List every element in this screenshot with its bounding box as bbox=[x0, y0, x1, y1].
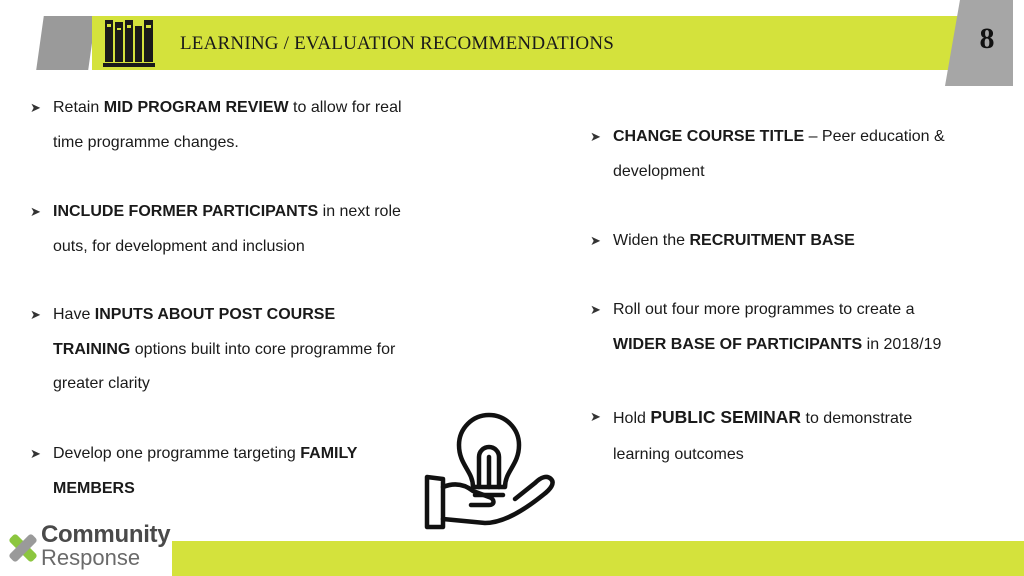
item-text: in 2018/19 bbox=[862, 335, 942, 353]
item-emphasis: FAMILY MEMBERS bbox=[53, 445, 358, 497]
arrow-bullet-icon: ➤ bbox=[30, 446, 41, 461]
item-text: Widen the bbox=[613, 232, 690, 249]
item-emphasis: WIDER BASE OF PARTICIPANTS bbox=[613, 335, 863, 353]
arrow-bullet-icon: ➤ bbox=[30, 100, 41, 115]
page-number: 8 bbox=[979, 22, 995, 55]
list-item bbox=[590, 293, 970, 362]
arrow-bullet-icon: ➤ bbox=[590, 409, 601, 424]
item-text: Develop one programme targeting bbox=[53, 445, 301, 462]
item-text: to demonstrate learning outcomes bbox=[613, 410, 913, 463]
header-left-tab bbox=[36, 16, 96, 70]
arrow-bullet-icon: ➤ bbox=[590, 129, 601, 144]
logo-text-community: Community bbox=[41, 521, 171, 548]
item-text: Retain bbox=[53, 99, 104, 116]
item-text: Have bbox=[53, 306, 95, 323]
list-item bbox=[30, 298, 415, 402]
arrow-bullet-icon: ➤ bbox=[30, 204, 41, 219]
lightbulb-hand-icon bbox=[423, 405, 561, 533]
list-item bbox=[30, 91, 420, 160]
list-item bbox=[30, 437, 400, 506]
page-title: LEARNING / EVALUATION RECOMMENDATIONS bbox=[180, 33, 615, 54]
arrow-bullet-icon: ➤ bbox=[590, 233, 601, 248]
list-item bbox=[590, 120, 965, 189]
item-text: – Peer education & development bbox=[613, 128, 945, 180]
footer-bar bbox=[172, 541, 1024, 576]
item-text: options built into core programme for greater clarity bbox=[53, 340, 396, 392]
item-text: Roll out four more programmes to create a bbox=[613, 301, 915, 318]
item-emphasis: RECRUITMENT BASE bbox=[689, 232, 855, 249]
arrow-bullet-icon: ➤ bbox=[30, 307, 41, 322]
item-text: Hold bbox=[613, 410, 651, 427]
logo-text-response: Response bbox=[41, 545, 141, 570]
arrow-bullet-icon: ➤ bbox=[590, 302, 601, 317]
item-emphasis: MID PROGRAM REVIEW bbox=[103, 99, 289, 116]
list-item bbox=[590, 399, 955, 473]
item-emphasis: CHANGE COURSE TITLE bbox=[613, 128, 805, 145]
list-item bbox=[590, 224, 990, 259]
item-emphasis: INCLUDE FORMER PARTICIPANTS bbox=[53, 203, 319, 220]
item-text: to allow for real time programme changes. bbox=[53, 99, 402, 151]
list-item bbox=[30, 195, 420, 264]
item-text: in next role outs, for development and inclusion bbox=[53, 203, 401, 255]
item-emphasis: INPUTS ABOUT POST COURSE TRAINING bbox=[53, 306, 336, 358]
item-emphasis: PUBLIC SEMINAR bbox=[650, 407, 802, 427]
books-icon bbox=[101, 16, 159, 70]
